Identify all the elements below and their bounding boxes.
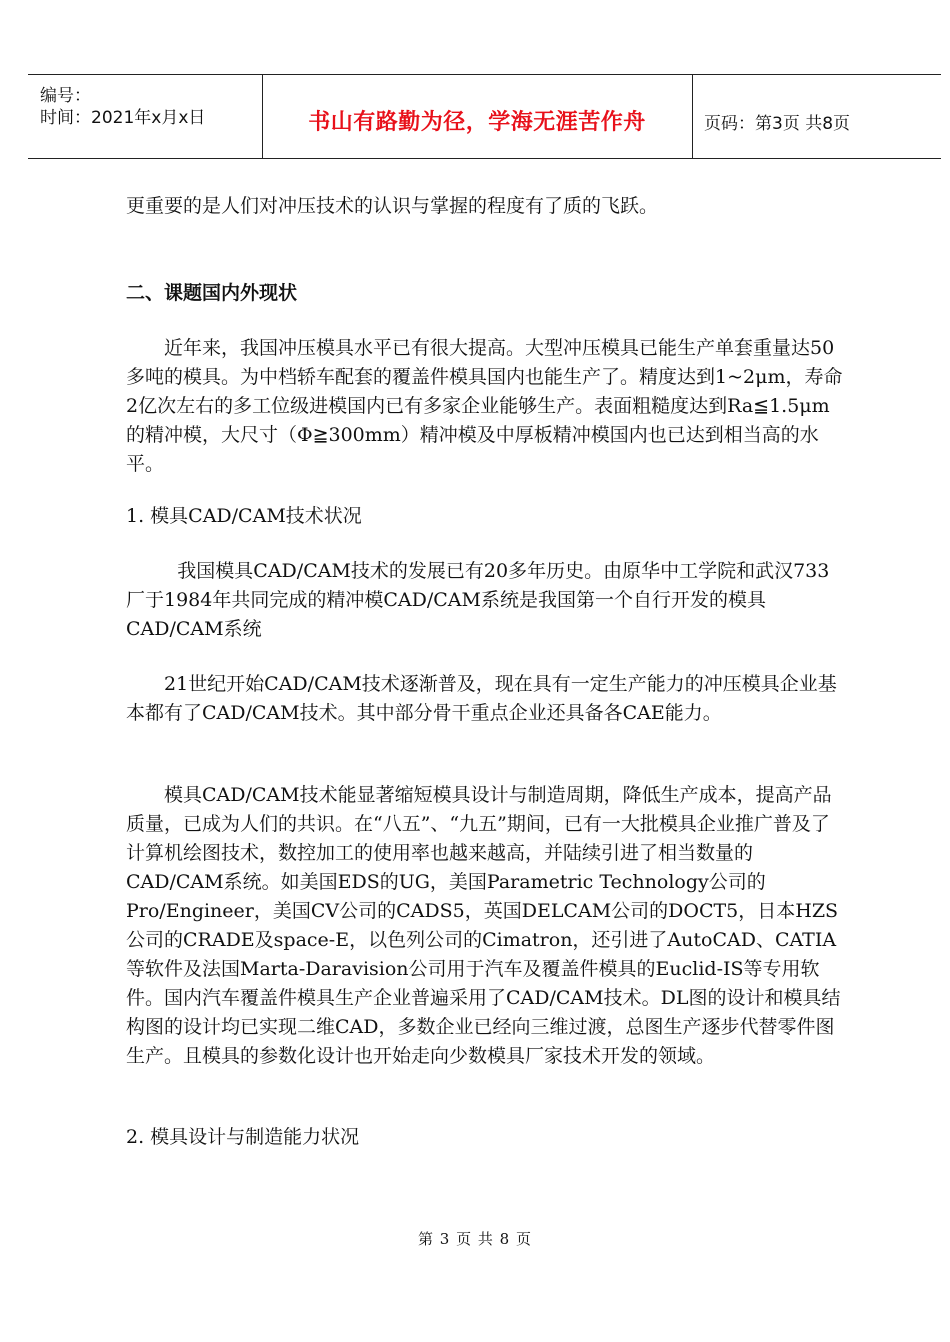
subsection-design-capability: 2. 模具设计与制造能力状况 [126, 1126, 360, 1148]
header-motto: 书山有路勤为径，学海无涯苦作舟 [308, 110, 646, 135]
paragraph-cad-benefits: 模具CAD/CAM技术能显著缩短模具设计与制造周期，降低生产成本，提高产品质量，已成为人们的共识。在“八五”、“九五”期间，已有一大批模具企业推广普及了计算机绘图技术，数控加工的使用率也越来越高，并陆续引进了相当数量的CAD/CAM系统。如美国EDS的UG，美国Parametric Technology公司的Pro/Engineer，美国CV公司的CADS5，英国DELCAM公司的DOCT5，日本HZS公司的CRADE及space-E，以色列公司的Cimatron，还引进了AutoCAD、CATIA等软件及法国Marta-Daravision公司用于汽车及覆盖件模具的Euclid-IS等专用软件。国内汽车覆盖件模具生产企业普遍采用了CAD/CAM技术。DL图的设计和模具结构图的设计均已实现二维CAD，多数企业已经向三维过渡，总图生产逐步代替零件图生产。且模具的参数化设计也开始走向少数模具厂家技术开发的领域。 [126, 784, 841, 1067]
doc-code-label: 编号： [40, 86, 91, 106]
paragraph-intro: 更重要的是人们对冲压技术的认识与掌握的程度有了质的飞跃。 [126, 195, 659, 217]
doc-time-label: 时间：2021年x月x日 [40, 108, 206, 128]
section-title: 二、课题国内外现状 [126, 282, 298, 304]
header-middle-cell [262, 75, 693, 158]
paragraph-cad-popularity: 21世纪开始CAD/CAM技术逐渐普及，现在具有一定生产能力的冲压模具企业基本都有了CAD/CAM技术。其中部分骨干重点企业还具备各CAE能力。 [126, 673, 837, 724]
paragraph-domestic-status: 近年来，我国冲压模具水平已有很大提高。大型冲压模具已能生产单套重量达50多吨的模具。为中档轿车配套的覆盖件模具国内也能生产了。精度达到1~2μm，寿命2亿次左右的多工位级进模国内已有多家企业能够生产。表面粗糙度达到Ra≦1.5μm的精冲模，大尺寸（Φ≧300mm）精冲模及中厚板精冲模国内也已达到相当高的水平。 [126, 337, 843, 475]
header-left-cell [28, 75, 263, 158]
header-right-cell [692, 75, 941, 158]
page-footer: 第 3 页 共 8 页 [418, 1230, 532, 1248]
subsection-cad-cam: 1. 模具CAD/CAM技术状况 [126, 505, 362, 527]
page-header [28, 74, 941, 159]
paragraph-cad-history: 我国模具CAD/CAM技术的发展已有20多年历史。由原华中工学院和武汉733厂于1984年共同完成的精冲模CAD/CAM系统是我国第一个自行开发的模具CAD/CAM系统 [126, 560, 830, 640]
header-page-label: 页码：第3页 共8页 [704, 114, 851, 134]
